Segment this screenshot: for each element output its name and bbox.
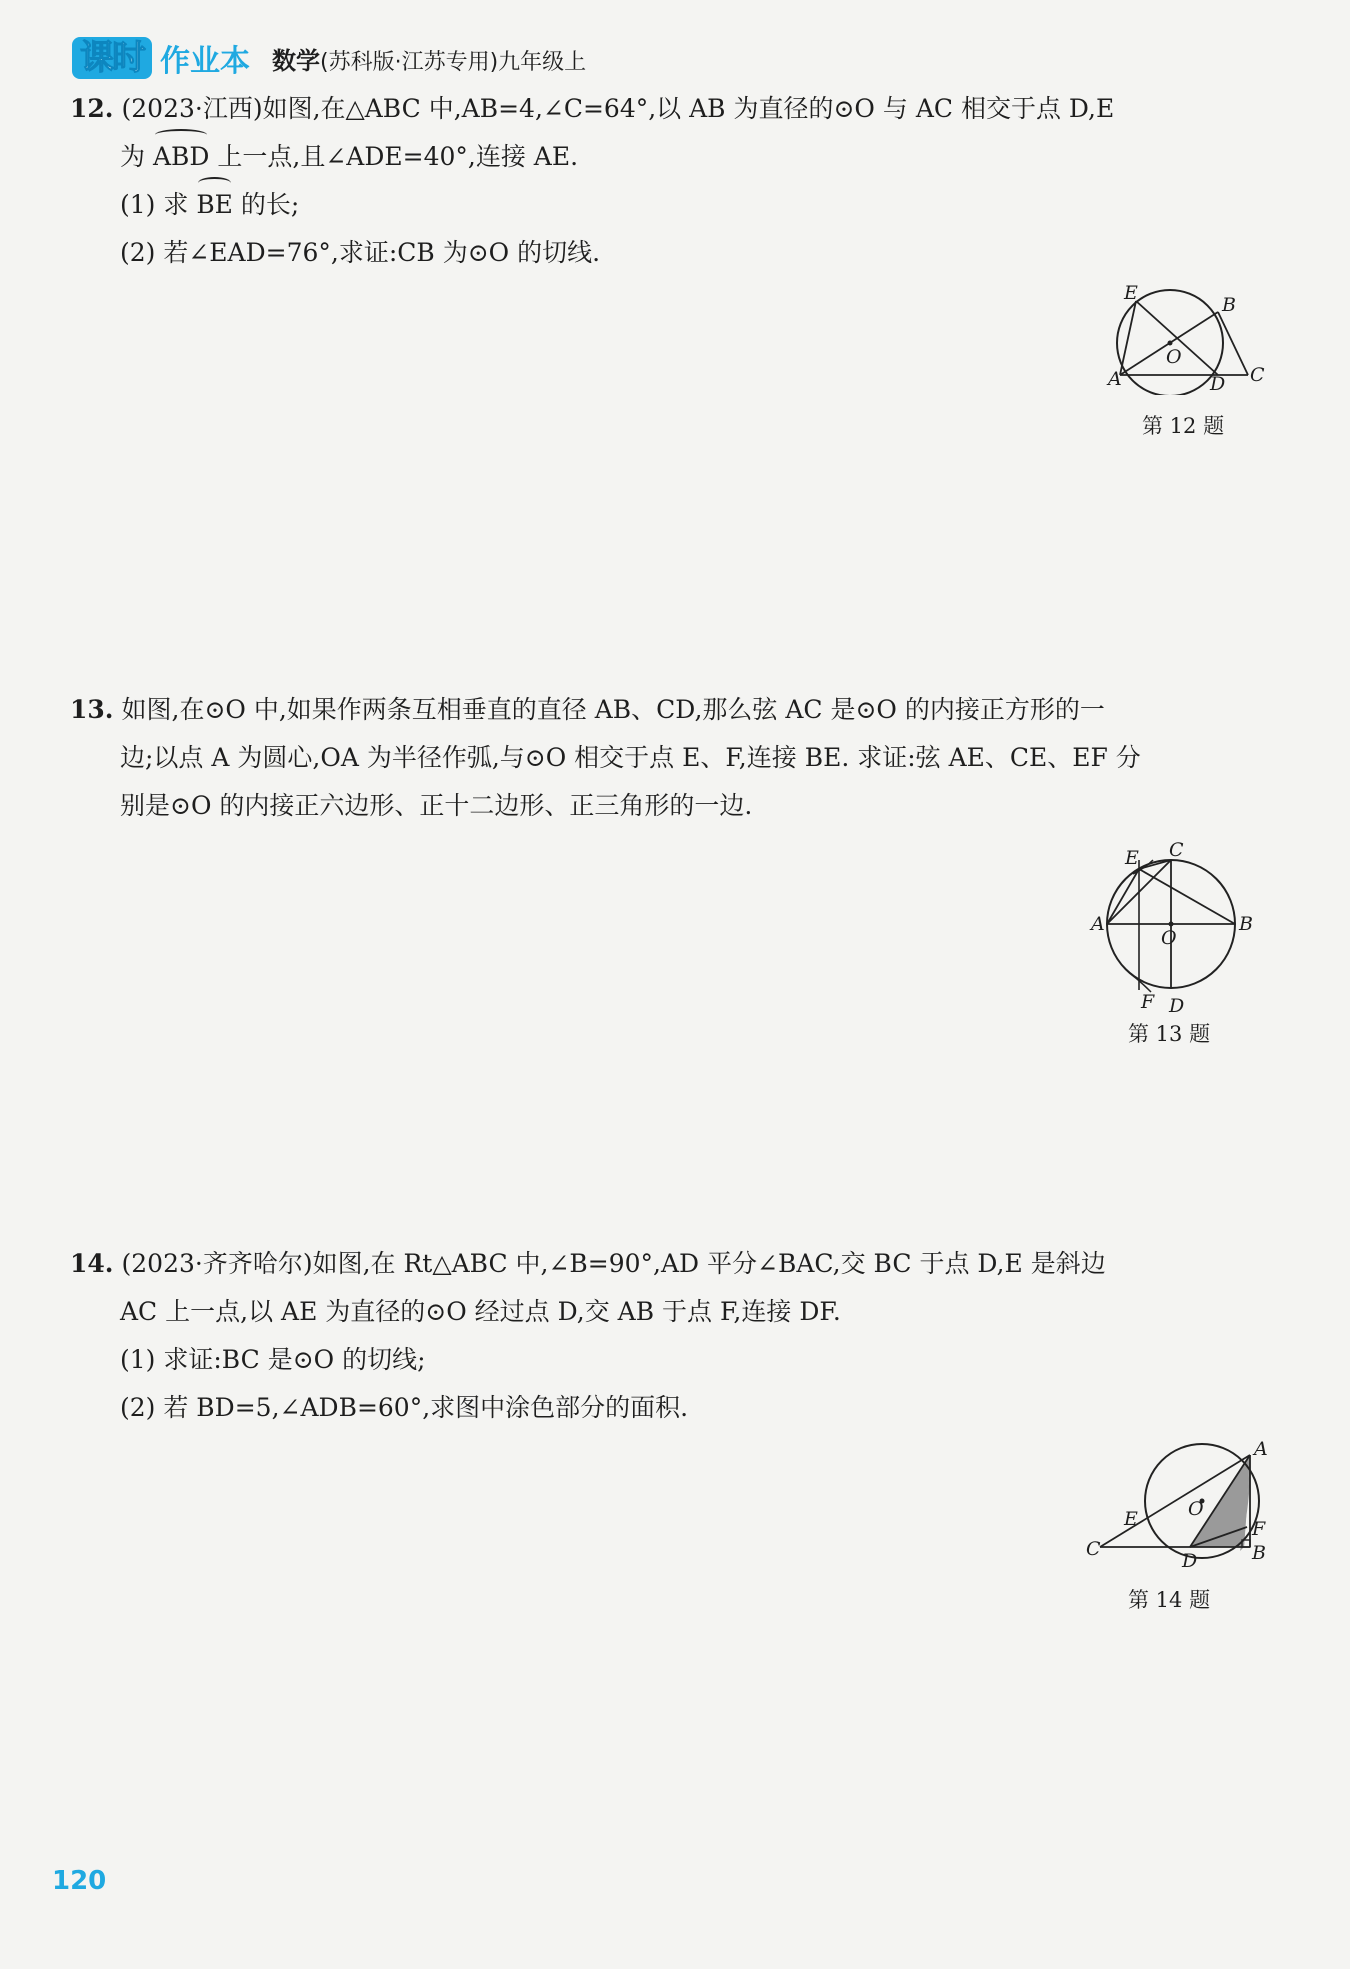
figure-12 [1100,275,1275,395]
point-label-c: C [1086,1538,1101,1560]
problem-12-part-2: (2) 若∠EAD=76°,求证:CB 为⊙O 的切线. [120,238,601,267]
figure-14 [1080,1435,1270,1575]
figure-14-diagram [1080,1435,1270,1575]
point-label-a: A [1254,1438,1268,1460]
brand-subtitle: 作业本 [160,44,250,79]
problem-12 [70,85,1270,277]
arc-label: ABD [153,133,209,181]
problem-text: 如图,在⊙O 中,如果作两条互相垂直的直径 AB、CD,那么弦 AC 是⊙O 的内接正方形的一 [121,695,1105,724]
problem-14-line-2: AC 上一点,以 AE 为直径的⊙O 经过点 D,交 AB 于点 F,连接 DF. [120,1297,841,1326]
problem-text: (1) 求 [120,190,197,219]
point-label-b: B [1252,1542,1266,1564]
page-number: 120 [52,1866,107,1896]
problem-number: 12. [70,94,114,123]
subject-name: 数学 [272,46,320,75]
figure-13-caption: 第 13 题 [1128,1022,1211,1046]
point-label-e: E [1124,1508,1138,1530]
problem-text: (2023·齐齐哈尔)如图,在 Rt△ABC 中,∠B=90°,AD 平分∠BAC,交 BC 于点 D,E 是斜边 [121,1249,1106,1278]
point-label-o: O [1166,346,1182,368]
point-label-o: O [1161,927,1177,949]
point-label-e: E [1125,847,1139,869]
figure-13 [1085,840,1275,1015]
point-label-o: O [1188,1498,1204,1520]
problem-12-line-1 [70,85,1270,133]
figure-14-caption: 第 14 题 [1128,1588,1211,1612]
point-label-e: E [1124,282,1138,304]
point-label-d: D [1182,1550,1198,1572]
subject-label [272,41,586,76]
subject-edition: (苏科版·江苏专用)九年级上 [320,49,587,75]
figure-12-caption: 第 12 题 [1142,414,1225,438]
page-header [72,36,586,80]
point-label-c: C [1250,364,1265,386]
problem-text: 上一点,且∠ADE=40°,连接 AE. [209,142,579,171]
problem-text: (2023·江西)如图,在△ABC 中,AB=4,∠C=64°,以 AB 为直径的⊙O 与 AC 相交于点 D,E [121,94,1115,123]
point-label-a: A [1108,368,1122,390]
arc-label: BE [196,181,233,229]
brand-logo: 课时 [72,37,152,79]
problem-text: 的长; [232,190,300,219]
problem-number: 13. [70,695,114,724]
problem-13-line-2: 边;以点 A 为圆心,OA 为半径作弧,与⊙O 相交于点 E、F,连接 BE. 求证:弦 AE、CE、EF 分 [120,743,1141,772]
problem-text: 为 [120,142,153,171]
problem-13-line-1 [70,686,1270,734]
problem-12-part-1 [70,181,1270,229]
problem-14 [70,1240,1270,1432]
point-label-f: F [1141,991,1155,1013]
point-label-f: F [1252,1518,1266,1540]
point-label-b: B [1239,913,1253,935]
figure-12-diagram [1100,275,1275,395]
point-label-b: B [1222,294,1236,316]
figure-13-diagram [1085,840,1275,1015]
problem-14-part-1: (1) 求证:BC 是⊙O 的切线; [120,1345,426,1374]
point-label-a: A [1091,913,1105,935]
problem-14-line-1 [70,1240,1270,1288]
problem-number: 14. [70,1249,114,1278]
point-label-d: D [1210,373,1226,395]
point-label-c: C [1169,840,1184,861]
problem-14-part-2: (2) 若 BD=5,∠ADB=60°,求图中涂色部分的面积. [120,1393,689,1422]
point-label-d: D [1169,995,1185,1015]
problem-13-line-3: 别是⊙O 的内接正六边形、正十二边形、正三角形的一边. [120,791,753,820]
problem-12-line-2 [70,133,1270,181]
problem-13 [70,686,1270,830]
